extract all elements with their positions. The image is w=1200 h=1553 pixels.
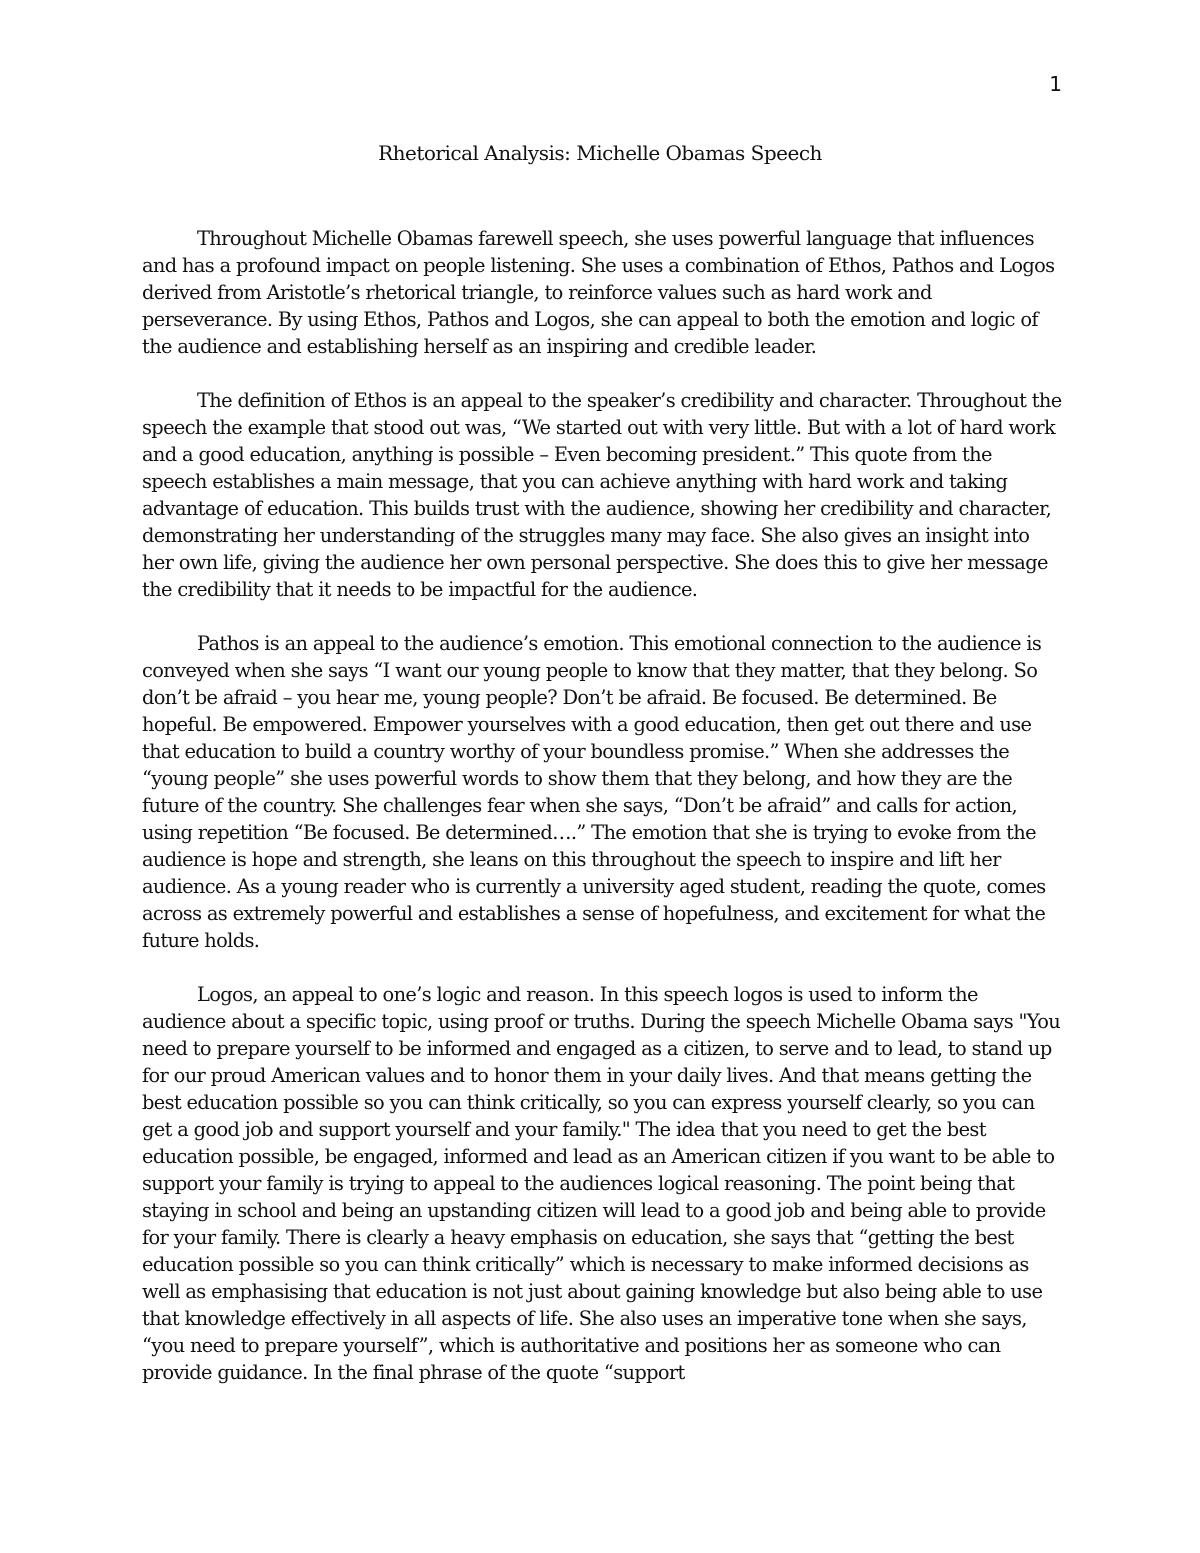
paragraph-introduction: Throughout Michelle Obamas farewell speech, she uses powerful language that influences and has a profound impact on people listening. She uses a combination of Ethos, Pathos and Logos derived from Aristotle’s rhetorical triangle, to reinforce values such as hard work and perseverance. By using Ethos, Pathos and Logos, she can appeal to both the emotion and logic of the audience and establishing herself as an inspiring and credible leader. bbox=[142, 227, 1055, 358]
paragraph-pathos: Pathos is an appeal to the audience’s emotion. This emotional connection to the audience is conveyed when she says “I want our young people to know that they matter, that they belong. So don’t be afraid – you hear me, young people? Don’t be afraid. Be focused. Be determined. Be hopeful. Be empowered. Empower yourselves with a good education, then get out there and use that education to build a country worthy of your boundless promise.” When she addresses the “young people” she uses powerful words to show them that they belong, and how they are the future of the country. She challenges fear when she says, “Don’t be afraid” and calls for action, using repetition “Be focused. Be determined….” The emotion that she is trying to evoke from the audience is hope and strength, she leans on this throughout the speech to inspire and lift her audience. As a young reader who is currently a university aged student, reading the quote, comes across as extremely powerful and establishes a sense of hopefulness, and excitement for what the future holds. bbox=[142, 632, 1046, 952]
paragraph-logos: Logos, an appeal to one’s logic and reason. In this speech logos is used to inform the audience about a specific topic, using proof or truths. During the speech Michelle Obama says "You need to prepare yourself to be informed and engaged as a citizen, to serve and to lead, to stand up for our proud American values and to honor them in your daily lives. And that means getting the best education possible so you can think critically, so you can express yourself clearly, so you can get a good job and support yourself and your family." The idea that you need to get the best education possible, be engaged, informed and lead as an American citizen if you want to be able to support your family is trying to appeal to the audiences logical reasoning. The point being that staying in school and being an upstanding citizen will lead to a good job and being able to provide for your family. There is clearly a heavy emphasis on education, she says that “getting the best education possible so you can think critically” which is necessary to make informed decisions as well as emphasising that education is not just about gaining knowledge but also being able to use that knowledge effectively in all aspects of life. She also uses an imperative tone when she says, “you need to prepare yourself”, which is authoritative and positions her as someone who can provide guidance. In the final phrase of the quote “support bbox=[142, 983, 1061, 1384]
document-body bbox=[142, 225, 1062, 1413]
page-number: 1 bbox=[1049, 72, 1062, 96]
document-title: Rhetorical Analysis: Michelle Obamas Speech bbox=[378, 141, 822, 165]
paragraph-ethos: The definition of Ethos is an appeal to the speaker’s credibility and character. Throughout the speech the example that stood out was, “We started out with very little. But with a lot of hard work and a good education, anything is possible – Even becoming president.” This quote from the speech establishes a main message, that you can achieve anything with hard work and taking advantage of education. This builds trust with the audience, showing her credibility and character, demonstrating her understanding of the struggles many may face. She also gives an insight into her own life, giving the audience her own personal perspective. She does this to give her message the credibility that it needs to be impactful for the audience. bbox=[142, 389, 1062, 601]
